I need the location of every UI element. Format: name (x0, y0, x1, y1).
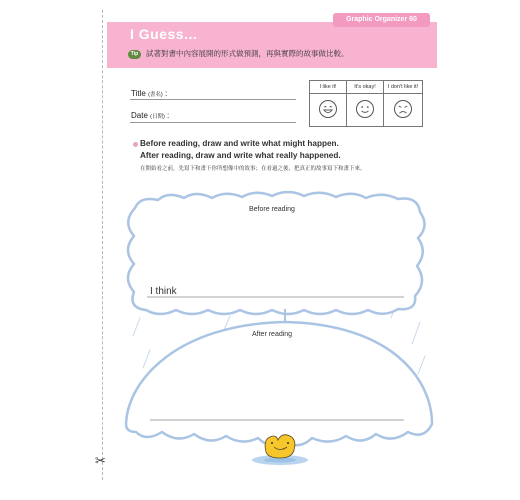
organizer-tab-label: Graphic Organizer 60 (333, 13, 430, 27)
date-label-zh: (日期) (150, 114, 165, 120)
instruction-line-2: After reading, draw and write what really happened. (140, 151, 341, 160)
instruction-line-1: Before reading, draw and write what might happen. (140, 139, 339, 148)
rating-option-dislike: I don't like it! (384, 81, 423, 94)
i-think-label: I think (150, 286, 177, 297)
rating-option-okay: It's okay! (347, 81, 384, 94)
after-reading-umbrella[interactable] (126, 322, 432, 445)
date-label: Date (131, 111, 148, 120)
scissors-icon: ✂ (95, 453, 106, 468)
title-field-label: Title (書名) : (131, 89, 168, 98)
page-title: I Guess... (130, 26, 198, 42)
before-reading-label: Before reading (249, 206, 295, 213)
after-reading-label: After reading (252, 331, 293, 338)
date-field-label: Date (日期) : (131, 111, 170, 120)
title-label: Title (131, 89, 146, 98)
title-label-zh: (書名) (148, 92, 163, 98)
tip-text: 試著對書中內容展開的形式做預測，再與實際的故事做比較。 (146, 49, 349, 58)
tip-badge: Tip (128, 50, 141, 59)
rating-option-like: I like it! (310, 81, 347, 94)
instruction-zh: 在開始看之前，先寫下和畫下你所想像中的故事；在看過之後，把真正的故事寫下和畫下來。 (140, 166, 366, 172)
